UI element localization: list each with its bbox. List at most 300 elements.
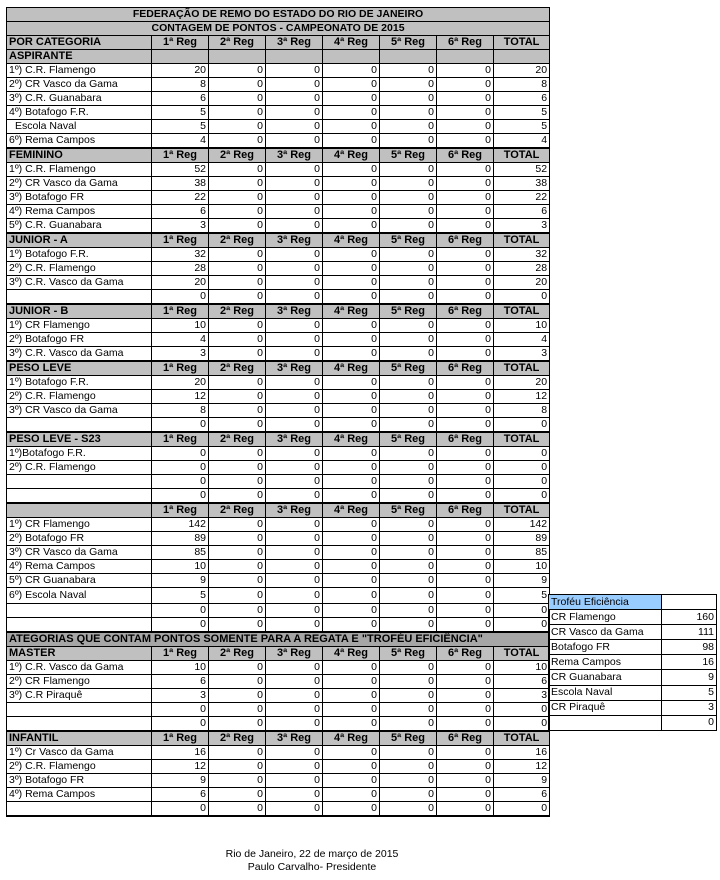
trophy-points: 5 (662, 685, 717, 700)
region-value: 0 (323, 376, 380, 390)
club-name: 1º)Botafogo F.R. (7, 447, 152, 461)
region-value: 0 (380, 390, 437, 404)
column-header: 6ª Reg (437, 36, 494, 50)
region-value: 0 (209, 518, 266, 532)
total-value: 8 (494, 404, 550, 418)
region-value: 20 (152, 64, 209, 78)
region-value: 0 (266, 475, 323, 489)
column-header: 3ª Reg (266, 731, 323, 746)
total-value: 6 (494, 788, 550, 802)
region-value: 0 (437, 518, 494, 532)
table-row (7, 746, 550, 760)
region-value: 0 (323, 390, 380, 404)
region-value: 0 (266, 532, 323, 546)
region-value: 0 (380, 319, 437, 333)
column-header: 3ª Reg (266, 647, 323, 661)
region-value: 0 (209, 333, 266, 347)
region-value: 0 (380, 163, 437, 177)
club-name: Escola Naval (7, 120, 152, 134)
table-row (7, 64, 550, 78)
region-value: 0 (152, 461, 209, 475)
region-value: 0 (209, 588, 266, 604)
trophy-club: Rema Campos (549, 655, 662, 670)
region-value: 0 (437, 134, 494, 149)
region-value: 8 (152, 78, 209, 92)
region-value: 0 (209, 92, 266, 106)
region-value: 0 (380, 248, 437, 262)
total-value: 5 (494, 588, 550, 604)
column-header: TOTAL (494, 233, 550, 248)
column-header: TOTAL (494, 432, 550, 447)
region-value: 0 (380, 675, 437, 689)
region-value: 0 (323, 418, 380, 433)
column-header: TOTAL (494, 148, 550, 163)
column-header: 1ª Reg (152, 233, 209, 248)
column-header: 6ª Reg (437, 148, 494, 163)
table-row (7, 163, 550, 177)
club-name: 2º) CR Flamengo (7, 675, 152, 689)
region-value: 0 (380, 92, 437, 106)
club-name: 2º) C.R. Flamengo (7, 461, 152, 475)
region-value: 0 (380, 418, 437, 433)
region-value: 0 (266, 276, 323, 290)
column-header: 5ª Reg (380, 432, 437, 447)
column-header: TOTAL (494, 647, 550, 661)
region-value: 0 (323, 106, 380, 120)
total-value: 52 (494, 163, 550, 177)
column-header: 6ª Reg (437, 647, 494, 661)
region-value: 0 (152, 489, 209, 504)
region-value: 0 (437, 703, 494, 717)
region-value: 12 (152, 760, 209, 774)
club-name: 2º) CR Vasco da Gama (7, 78, 152, 92)
column-header: 1ª Reg (152, 647, 209, 661)
region-value: 0 (437, 802, 494, 817)
region-value: 0 (266, 489, 323, 504)
total-value: 12 (494, 760, 550, 774)
region-value: 0 (380, 774, 437, 788)
points-table (6, 7, 550, 817)
region-value: 0 (152, 802, 209, 817)
region-value: 0 (266, 518, 323, 532)
region-value: 0 (380, 177, 437, 191)
trophy-points: 98 (662, 640, 717, 655)
column-header: 2ª Reg (209, 148, 266, 163)
region-value: 0 (266, 717, 323, 732)
total-value: 9 (494, 574, 550, 588)
club-name: 1º) C.R. Flamengo (7, 163, 152, 177)
region-value: 0 (437, 64, 494, 78)
total-value: 5 (494, 106, 550, 120)
total-value: 0 (494, 475, 550, 489)
table-row (7, 760, 550, 774)
region-value: 0 (380, 404, 437, 418)
header-blank (437, 50, 494, 64)
trophy-club: CR Flamengo (549, 610, 662, 625)
region-value: 0 (323, 461, 380, 475)
region-value: 0 (209, 64, 266, 78)
region-value: 0 (380, 376, 437, 390)
region-value: 0 (323, 404, 380, 418)
club-name: 2º) C.R. Flamengo (7, 390, 152, 404)
region-value: 0 (380, 546, 437, 560)
region-value: 0 (323, 546, 380, 560)
region-value: 3 (152, 347, 209, 362)
column-header: 2ª Reg (209, 731, 266, 746)
club-name: 2º) C.R. Flamengo (7, 760, 152, 774)
club-name: 3º) Botafogo FR (7, 774, 152, 788)
total-value: 20 (494, 64, 550, 78)
club-name: 1º) Botafogo F.R. (7, 376, 152, 390)
region-value: 0 (266, 92, 323, 106)
trophy-club: CR Piraquê (549, 700, 662, 715)
trophy-row (549, 685, 717, 700)
table-row (7, 418, 550, 433)
region-value: 0 (266, 461, 323, 475)
region-value: 0 (323, 276, 380, 290)
region-value: 0 (380, 489, 437, 504)
total-value: 0 (494, 447, 550, 461)
column-header: 6ª Reg (437, 731, 494, 746)
region-value: 0 (266, 64, 323, 78)
region-value: 0 (209, 560, 266, 574)
club-name: 3º) CR Vasco da Gama (7, 546, 152, 560)
region-value: 0 (437, 319, 494, 333)
footer-signature: Paulo Carvalho- Presidente (247, 861, 377, 873)
club-name (7, 618, 152, 633)
region-value: 0 (266, 746, 323, 760)
region-value: 0 (437, 333, 494, 347)
region-value: 0 (380, 574, 437, 588)
region-value: 0 (437, 560, 494, 574)
region-value: 0 (437, 177, 494, 191)
region-value: 22 (152, 191, 209, 205)
category-header-row (7, 233, 550, 248)
category-label: INFANTIL (7, 731, 152, 746)
total-value: 6 (494, 675, 550, 689)
region-value: 0 (209, 134, 266, 149)
region-value: 0 (380, 475, 437, 489)
region-value: 0 (209, 489, 266, 504)
category-label: POR CATEGORIA (7, 36, 152, 50)
header-blank (494, 50, 550, 64)
table-row (7, 475, 550, 489)
total-value: 0 (494, 717, 550, 732)
region-value: 0 (152, 447, 209, 461)
region-value: 0 (266, 546, 323, 560)
club-name: 4º) Botafogo F.R. (7, 106, 152, 120)
region-value: 0 (209, 574, 266, 588)
table-row (7, 120, 550, 134)
region-value: 0 (380, 788, 437, 802)
table-row (7, 604, 550, 618)
document-subtitle: CONTAGEM DE PONTOS - CAMPEONATO DE 2015 (7, 22, 550, 36)
trophy-points: 0 (662, 715, 717, 730)
club-name: 3º) CR Vasco da Gama (7, 404, 152, 418)
region-value: 5 (152, 120, 209, 134)
region-value: 0 (380, 347, 437, 362)
region-value: 0 (323, 588, 380, 604)
region-value: 0 (380, 604, 437, 618)
region-value: 0 (209, 703, 266, 717)
region-value: 0 (266, 689, 323, 703)
region-value: 0 (266, 248, 323, 262)
column-header: TOTAL (494, 361, 550, 376)
club-name: 3º) C.R. Vasco da Gama (7, 347, 152, 362)
region-value: 0 (266, 604, 323, 618)
total-value: 142 (494, 518, 550, 532)
total-value: 0 (494, 489, 550, 504)
document-title: FEDERAÇÃO DE REMO DO ESTADO DO RIO DE JANEIRO (7, 8, 550, 22)
region-value: 0 (266, 333, 323, 347)
table-row (7, 532, 550, 546)
region-value: 0 (266, 78, 323, 92)
table-row (7, 78, 550, 92)
table-row (7, 774, 550, 788)
category-header-row (7, 148, 550, 163)
category-header-row (7, 304, 550, 319)
column-header: TOTAL (494, 304, 550, 319)
region-value: 0 (437, 661, 494, 675)
club-name: 3º) Botafogo FR (7, 191, 152, 205)
region-value: 6 (152, 675, 209, 689)
region-value: 0 (323, 205, 380, 219)
region-value: 89 (152, 532, 209, 546)
trophy-row (549, 715, 717, 730)
region-value: 0 (209, 120, 266, 134)
region-value: 0 (266, 560, 323, 574)
region-value: 0 (380, 191, 437, 205)
region-value: 3 (152, 689, 209, 703)
trophy-points: 16 (662, 655, 717, 670)
region-value: 0 (209, 532, 266, 546)
region-value: 5 (152, 588, 209, 604)
region-value: 0 (209, 418, 266, 433)
table-row (7, 461, 550, 475)
region-value: 0 (437, 262, 494, 276)
region-value: 0 (209, 347, 266, 362)
column-header: 3ª Reg (266, 304, 323, 319)
column-header: 4ª Reg (323, 361, 380, 376)
region-value: 0 (209, 390, 266, 404)
region-value: 0 (209, 219, 266, 234)
region-value: 0 (380, 333, 437, 347)
column-header: 4ª Reg (323, 304, 380, 319)
table-row (7, 106, 550, 120)
region-value: 0 (152, 475, 209, 489)
region-value: 0 (266, 618, 323, 633)
region-value: 0 (266, 788, 323, 802)
region-value: 0 (209, 376, 266, 390)
region-value: 0 (437, 675, 494, 689)
region-value: 0 (209, 461, 266, 475)
club-name: 4º) Rema Campos (7, 205, 152, 219)
column-header: 6ª Reg (437, 233, 494, 248)
region-value: 0 (437, 774, 494, 788)
subcategory-row (7, 50, 550, 64)
region-value: 0 (437, 588, 494, 604)
column-header: 3ª Reg (266, 361, 323, 376)
region-value: 0 (266, 760, 323, 774)
region-value: 0 (209, 290, 266, 305)
column-header: 4ª Reg (323, 432, 380, 447)
region-value: 0 (266, 177, 323, 191)
club-name: 4º) Rema Campos (7, 788, 152, 802)
region-value: 0 (380, 290, 437, 305)
region-value: 38 (152, 177, 209, 191)
region-value: 0 (380, 205, 437, 219)
region-value: 0 (209, 661, 266, 675)
region-value: 0 (152, 717, 209, 732)
club-name: 1º) Botafogo F.R. (7, 248, 152, 262)
subcategory-label: ASPIRANTE (7, 50, 152, 64)
region-value: 142 (152, 518, 209, 532)
total-value: 12 (494, 390, 550, 404)
region-value: 3 (152, 219, 209, 234)
column-header: 1ª Reg (152, 432, 209, 447)
total-value: 8 (494, 78, 550, 92)
region-value: 0 (380, 518, 437, 532)
column-header: 4ª Reg (323, 503, 380, 518)
header-blank (323, 50, 380, 64)
total-value: 85 (494, 546, 550, 560)
region-value: 0 (380, 461, 437, 475)
region-value: 0 (209, 276, 266, 290)
region-value: 0 (209, 404, 266, 418)
table-row (7, 319, 550, 333)
total-value: 3 (494, 347, 550, 362)
club-name: 3º) C.R Piraquê (7, 689, 152, 703)
region-value: 6 (152, 788, 209, 802)
total-value: 10 (494, 661, 550, 675)
region-value: 0 (380, 560, 437, 574)
table-row (7, 560, 550, 574)
region-value: 20 (152, 376, 209, 390)
region-value: 0 (437, 120, 494, 134)
region-value: 20 (152, 276, 209, 290)
trophy-title-blank (662, 595, 717, 610)
region-value: 0 (266, 290, 323, 305)
column-header: 2ª Reg (209, 233, 266, 248)
region-value: 0 (209, 262, 266, 276)
region-value: 0 (266, 404, 323, 418)
region-value: 0 (323, 475, 380, 489)
region-value: 0 (323, 78, 380, 92)
footer-date: Rio de Janeiro, 22 de março de 2015 (225, 848, 399, 860)
region-value: 0 (437, 418, 494, 433)
category-header-row (7, 731, 550, 746)
total-value: 20 (494, 376, 550, 390)
region-value: 0 (323, 746, 380, 760)
region-value: 0 (437, 604, 494, 618)
category-label: JUNIOR - A (7, 233, 152, 248)
table-row (7, 376, 550, 390)
club-name (7, 802, 152, 817)
club-name (7, 717, 152, 732)
region-value: 0 (380, 717, 437, 732)
column-header: 5ª Reg (380, 503, 437, 518)
column-header: 5ª Reg (380, 731, 437, 746)
table-row (7, 788, 550, 802)
region-value: 0 (266, 347, 323, 362)
club-name: 1º) CR Flamengo (7, 518, 152, 532)
column-header: 2ª Reg (209, 361, 266, 376)
region-value: 0 (209, 191, 266, 205)
region-value: 8 (152, 404, 209, 418)
total-value: 0 (494, 290, 550, 305)
region-value: 0 (323, 661, 380, 675)
category-header-row (7, 361, 550, 376)
total-value: 6 (494, 205, 550, 219)
club-name: 1º) CR Flamengo (7, 319, 152, 333)
region-value: 0 (323, 262, 380, 276)
region-value: 0 (266, 418, 323, 433)
region-value: 0 (323, 248, 380, 262)
club-name: 2º) C.R. Flamengo (7, 262, 152, 276)
region-value: 0 (323, 703, 380, 717)
region-value: 0 (209, 546, 266, 560)
category-label: FEMININO (7, 148, 152, 163)
column-header: 3ª Reg (266, 148, 323, 163)
region-value: 0 (266, 574, 323, 588)
region-value: 0 (323, 675, 380, 689)
region-value: 0 (380, 134, 437, 149)
column-header: 4ª Reg (323, 36, 380, 50)
region-value: 0 (323, 560, 380, 574)
region-value: 0 (437, 475, 494, 489)
header-blank (380, 50, 437, 64)
table-row (7, 574, 550, 588)
region-value: 0 (380, 106, 437, 120)
region-value: 6 (152, 205, 209, 219)
region-value: 0 (152, 703, 209, 717)
region-value: 0 (380, 447, 437, 461)
region-value: 0 (209, 689, 266, 703)
category-label: PESO LEVE (7, 361, 152, 376)
region-value: 0 (266, 447, 323, 461)
trophy-points: 3 (662, 700, 717, 715)
region-value: 10 (152, 661, 209, 675)
region-value: 0 (437, 205, 494, 219)
table-row (7, 177, 550, 191)
region-value: 0 (437, 290, 494, 305)
region-value: 0 (437, 746, 494, 760)
region-value: 0 (323, 774, 380, 788)
region-value: 0 (380, 689, 437, 703)
region-value: 52 (152, 163, 209, 177)
total-value: 0 (494, 703, 550, 717)
region-value: 0 (209, 717, 266, 732)
club-name: 6º) Rema Campos (7, 134, 152, 149)
region-value: 0 (323, 347, 380, 362)
total-value: 0 (494, 461, 550, 475)
trophy-row (549, 640, 717, 655)
region-value: 10 (152, 560, 209, 574)
region-value: 28 (152, 262, 209, 276)
region-value: 0 (380, 661, 437, 675)
region-value: 0 (323, 64, 380, 78)
region-value: 85 (152, 546, 209, 560)
region-value: 9 (152, 774, 209, 788)
trophy-row (549, 625, 717, 640)
club-name (7, 703, 152, 717)
region-value: 0 (209, 774, 266, 788)
header-blank (209, 50, 266, 64)
region-value: 0 (437, 546, 494, 560)
region-value: 0 (323, 689, 380, 703)
region-value: 0 (323, 760, 380, 774)
region-value: 0 (323, 447, 380, 461)
